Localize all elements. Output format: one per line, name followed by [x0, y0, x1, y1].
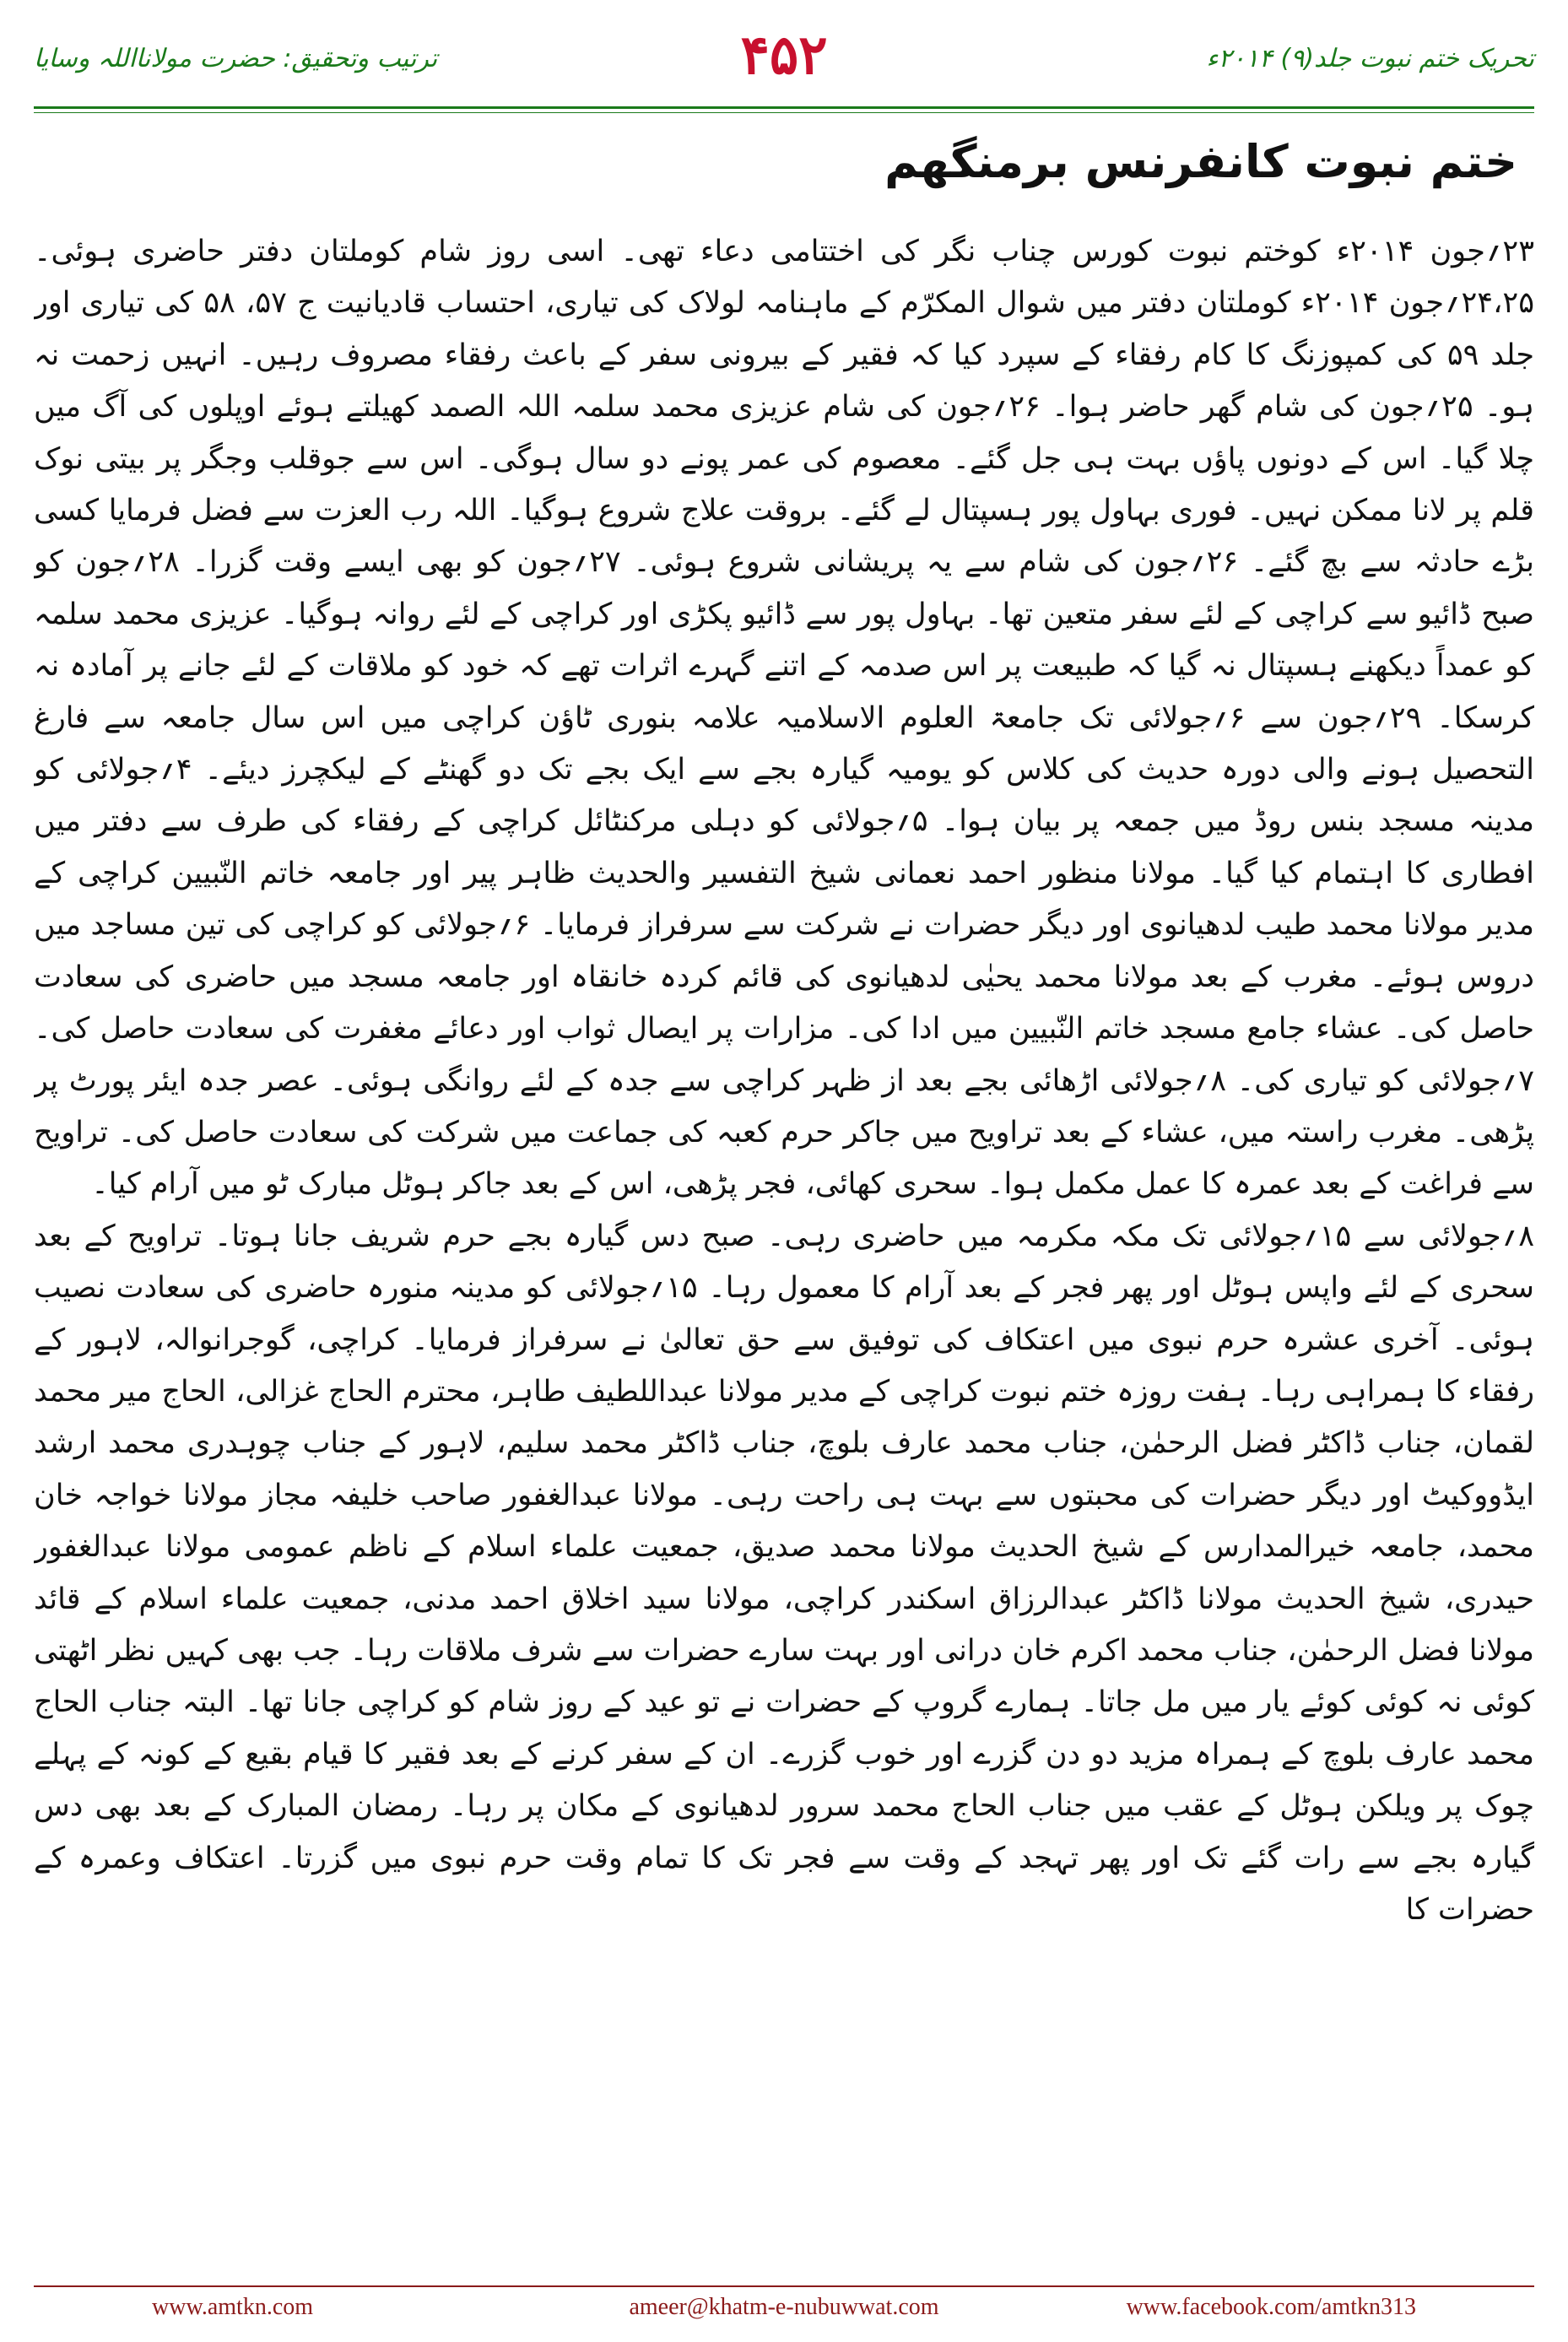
- article-title: ختم نبوت کانفرنس برمنگھم: [884, 135, 1517, 188]
- header-divider-thin: [34, 112, 1534, 113]
- footer-divider: [34, 2285, 1534, 2287]
- article-body: [34, 226, 1534, 2269]
- page-header: [34, 24, 1534, 100]
- facebook-link[interactable]: www.facebook.com/amtkn313: [1126, 2294, 1416, 2320]
- paragraph-2: ۸؍جولائی سے ۱۵؍جولائی تک مکہ مکرمہ میں حاضری رہی۔ صبح دس گیارہ بجے حرم شریف جانا ہوتا۔ تراویح کے بعد سحری کے لئے واپس ہوٹل اور پھر فجر کے بعد آرام کا معمول رہا۔ ۱۵؍جولائی کو مدینہ منورہ حاضری کی سعادت نصیب ہوئی۔ آخری عشرہ حرم نبوی میں اعتکاف کی توفیق سے حق تعالیٰ نے سرفراز فرمایا۔ کراچی، گوجرانوالہ، لاہور کے رفقاء کا ہمراہی رہا۔ ہفت روزہ ختم نبوت کراچی کے مدیر مولانا عبداللطیف طاہر، محترم الحاج غزالی، الحاج میر محمد لقمان، جناب ڈاکٹر فضل الرحمٰن، جناب محمد عارف بلوچ، جناب ڈاکٹر محمد سلیم، لاہور کے جناب چوہدری محمد ارشد ایڈووکیٹ اور دیگر حضرات کی محبتوں سے بہت ہی راحت رہی۔ مولانا عبدالغفور صاحب خلیفہ مجاز مولانا خواجہ خان محمد، جامعہ خیرالمدارس کے شیخ الحدیث مولانا محمد صدیق، جمعیت علماء اسلام کے ناظم عمومی مولانا عبدالغفور حیدری، شیخ الحدیث مولانا ڈاکٹر عبدالرزاق اسکندر کراچی، مولانا سید اخلاق احمد مدنی، جمعیت علماء اسلام کے قائد مولانا فضل الرحمٰن، جناب محمد اکرم خان درانی اور بہت سارے حضرات سے شرف ملاقات رہا۔ جب بھی کہیں نظر اٹھتی کوئی نہ کوئی کوئے یار میں مل جاتا۔ ہمارے گروپ کے حضرات نے تو عید کے روز شام کو کراچی جانا تھا۔ البتہ جناب الحاج محمد عارف بلوچ کے ہمراہ مزید دو دن گزرے اور خوب گزرے۔ ان کے سفر کرنے کے بعد فقیر کا قیام بقیع کے کونہ کے پہلے چوک پر ویلکن ہوٹل کے عقب میں جناب الحاج محمد سرور لدھیانوی کے مکان پر رہا۔ رمضان المبارک کے بعد بھی دس گیارہ بجے سے رات گئے تک اور پھر تہجد کے وقت سے فجر تک کا تمام وقت حرم نبوی میں گزرتا۔ اعتکاف وعمرہ کے حضرات کا: [34, 1219, 1534, 1927]
- paragraph-1: ۲۳؍جون ۲۰۱۴ء کوختم نبوت کورس چناب نگر کی اختتامی دعاء تھی۔ اسی روز شام کوملتان دفتر حاضری ہوئی۔ ۲۴،۲۵؍جون ۲۰۱۴ء کوملتان دفتر میں شوال المکرّم کے ماہنامہ لولاک کی تیاری، احتساب قادیانیت ج ۵۷، ۵۸ کی تیاری اور جلد ۵۹ کی کمپوزنگ کا کام رفقاء کے سپرد کیا کہ فقیر کے بیرونی سفر کے باعث رفقاء مصروف رہیں۔ انہیں زحمت نہ ہو۔ ۲۵؍جون کی شام گھر حاضر ہوا۔ ۲۶؍جون کی شام عزیزی محمد سلمہ اللہ الصمد کھیلتے ہوئے اوپلوں کی آگ میں چلا گیا۔ اس کے دونوں پاؤں بہت ہی جل گئے۔ معصوم کی عمر پونے دو سال ہوگی۔ اس سے جوقلب وجگر پر بیتی نوک قلم پر لانا ممکن نہیں۔ فوری بہاول پور ہسپتال لے گئے۔ بروقت علاج شروع ہوگیا۔ اللہ رب العزت سے فضل فرمایا کسی بڑے حادثہ سے بچ گئے۔ ۲۶؍جون کی شام سے یہ پریشانی شروع ہوئی۔ ۲۷؍جون کو بھی ایسے وقت گزرا۔ ۲۸؍جون کو صبح ڈائیو سے کراچی کے لئے سفر متعین تھا۔ بہاول پور سے ڈائیو پکڑی اور کراچی کے لئے روانہ ہوگیا۔ عزیزی محمد سلمہ کو عمداً دیکھنے ہسپتال نہ گیا کہ طبیعت پر اس صدمہ کے اتنے گہرے اثرات تھے کہ خود کو ملاقات کے لئے جانے پر آمادہ نہ کرسکا۔ ۲۹؍جون سے ۶؍جولائی تک جامعۃ العلوم الاسلامیہ علامہ بنوری ٹاؤن کراچی میں اس سال جامعہ سے فارغ التحصیل ہونے والی دورہ حدیث کی کلاس کو یومیہ گیارہ بجے سے ایک بجے تک دو گھنٹے کے لیکچرز دیئے۔ ۴؍جولائی کو مدینہ مسجد بنس روڈ میں جمعہ پر بیان ہوا۔ ۵؍جولائی کو دہلی مرکنٹائل کراچی کے رفقاء کی طرف سے دفتر میں افطاری کا اہتمام کیا گیا۔ مولانا منظور احمد نعمانی شیخ التفسیر والحدیث ظاہر پیر اور جامعہ خاتم النّبیین کراچی کے مدیر مولانا محمد طیب لدھیانوی اور دیگر حضرات نے شرکت سے سرفراز فرمایا۔ ۶؍جولائی کو کراچی کی تین مساجد میں دروس ہوئے۔ مغرب کے بعد مولانا محمد یحیٰی لدھیانوی کی قائم کردہ خانقاہ اور جامعہ مسجد میں حاضری کی سعادت حاصل کی۔ عشاء جامع مسجد خاتم النّبیین میں ادا کی۔ مزارات پر ایصال ثواب اور دعائے مغفرت کی سعادت حاصل کی۔ ۷؍جولائی کو تیاری کی۔ ۸؍جولائی اڑھائی بجے بعد از ظہر کراچی سے جدہ کے لئے روانگی ہوئی۔ عصر جدہ ایئر پورٹ پر پڑھی۔ مغرب راستہ میں، عشاء کے بعد تراویح میں جاکر حرم کعبہ کی جماعت میں شرکت کی سعادت حاصل کی۔ تراویح سے فراغت کے بعد عمرہ کا عمل مکمل ہوا۔ سحری کھائی، فجر پڑھی، اس کے بعد جاکر ہوٹل مبارک ٹو میں آرام کیا۔: [34, 235, 1534, 1202]
- header-divider: [34, 106, 1534, 109]
- compiler-credit: ترتیب وتحقیق: حضرت مولانااللہ وسایا: [34, 44, 438, 73]
- website-link[interactable]: www.amtkn.com: [152, 2294, 314, 2320]
- book-title: تحریک ختم نبوت جلد(۹) ۲۰۱۴ء: [1206, 44, 1534, 73]
- page-footer: [34, 2289, 1534, 2331]
- email-link[interactable]: ameer@khatm-e-nubuwwat.com: [629, 2294, 939, 2320]
- page-number: ۴۵۲: [740, 24, 828, 87]
